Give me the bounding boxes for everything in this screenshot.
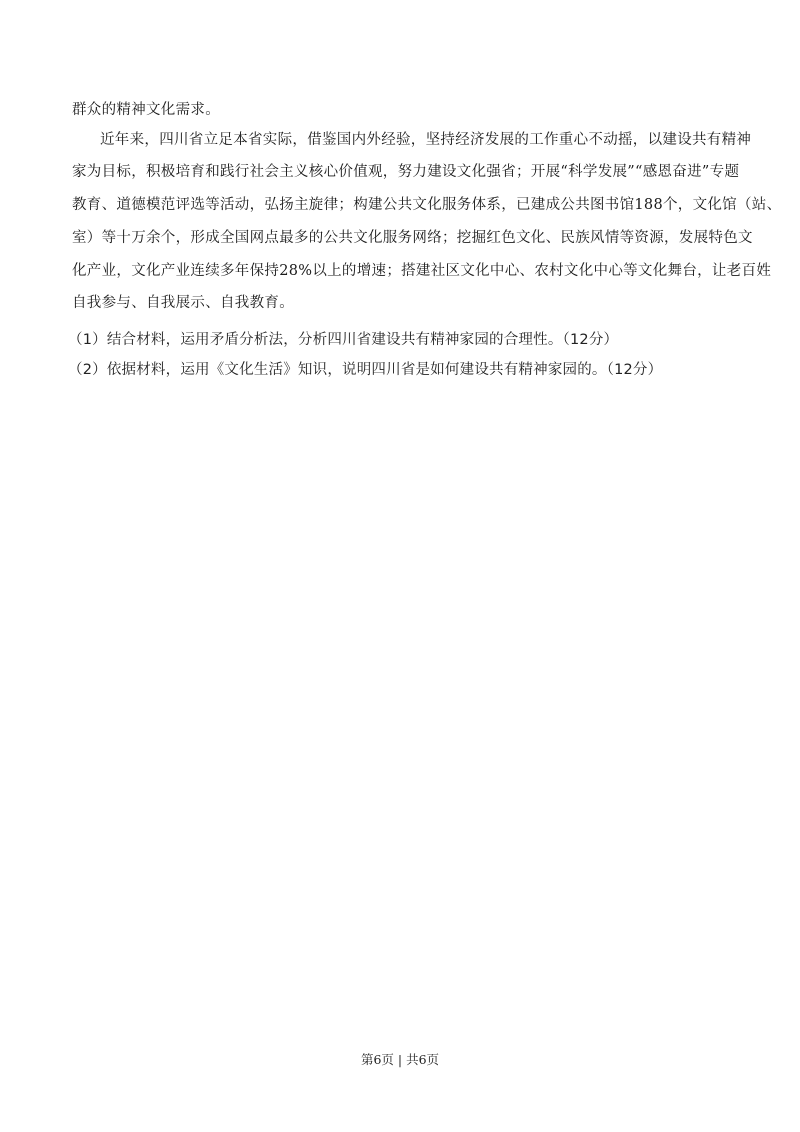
question-2: （2）依据材料，运用《文化生活》知识，说明四川省是如何建设共有精神家园的。（12分）	[68, 362, 663, 378]
paragraph-line: 化产业，文化产业连续多年保持28%以上的增速；搭建社区文化中心、农村文化中心等文化舞台，让老百姓	[72, 263, 772, 279]
question-1: （1）结合材料，运用矛盾分析法，分析四川省建设共有精神家园的合理性。（12分）	[68, 332, 619, 348]
page-footer: 第6页 | 共6页	[360, 1052, 440, 1067]
paragraph-line: 近年来，四川省立足本省实际，借鉴国内外经验，坚持经济发展的工作重心不动摇，以建设共有精神	[100, 132, 752, 148]
paragraph-line: 教育、道德模范评选等活动，弘扬主旋律；构建公共文化服务体系，已建成公共图书馆188个，文化馆（站、	[72, 197, 782, 213]
paragraph-line: 家为目标，积极培育和践行社会主义核心价值观，努力建设文化强省；开展“科学发展”“感恩奋进”专题	[72, 164, 740, 180]
paragraph-continuation: 群众的精神文化需求。	[72, 102, 220, 118]
paragraph-line: 室）等十万余个，形成全国网点最多的公共文化服务网络；挖掘红色文化、民族风情等资源，发展特色文	[72, 230, 753, 246]
paragraph-line: 自我参与、自我展示、自我教育。	[72, 295, 294, 311]
